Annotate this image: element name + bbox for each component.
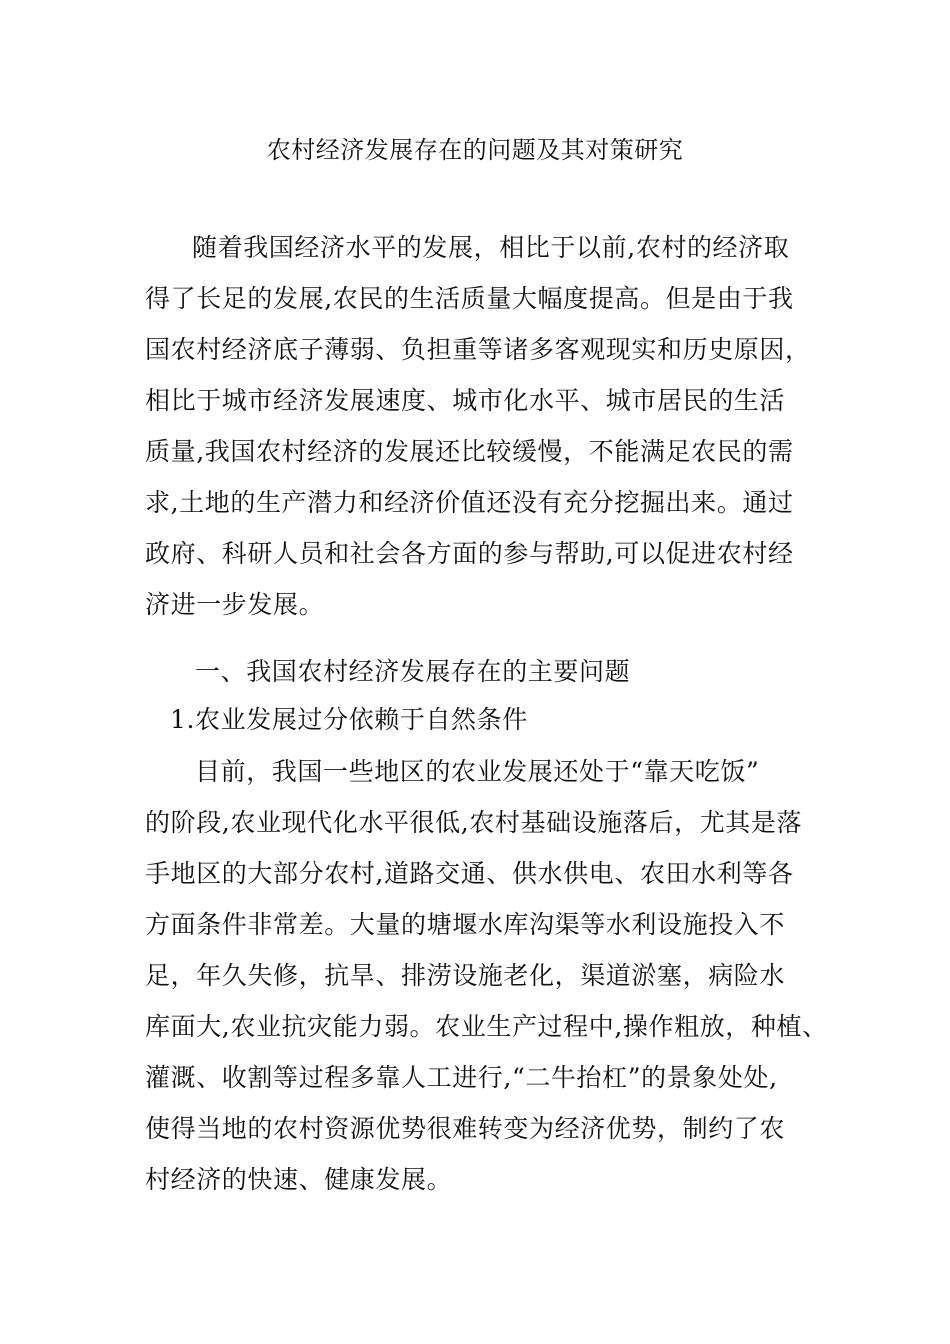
paragraph-line: 的阶段,农业现代化水平很低,农村基础设施落后，尤其是落 [145, 808, 803, 837]
paragraph-line: 使得当地的农村资源优势很难转变为经济优势，制约了农 [145, 1114, 786, 1143]
paragraph-line: 村经济的快速、健康发展。 [145, 1165, 453, 1194]
paragraph-line: 质量,我国农村经济的发展还比较缓慢，不能满足农民的需 [145, 437, 794, 466]
paragraph-line: 灌溉、收割等过程多靠人工进行,“二牛抬杠”的景象处处, [145, 1063, 778, 1092]
paragraph-line: 政府、科研人员和社会各方面的参与帮助,可以促进农村经 [145, 539, 794, 568]
body-paragraph [145, 746, 828, 1205]
paragraph-line: 相比于城市经济发展速度、城市化水平、城市居民的生活 [145, 386, 786, 415]
subsection-heading: 1.农业发展过分依赖于自然条件 [170, 705, 528, 734]
paragraph-line: 随着我国经济水平的发展，相比于以前,农村的经济取 [192, 233, 790, 262]
paragraph-line: 求,土地的生产潜力和经济价值还没有充分挖掘出来。通过 [145, 488, 794, 517]
paragraph-line: 得了长足的发展,农民的生活质量大幅度提高。但是由于我 [145, 284, 794, 313]
document-title: 农村经济发展存在的问题及其对策研究 [266, 136, 684, 164]
section-heading: 一、我国农村经济发展存在的主要问题 [195, 657, 631, 686]
paragraph-line: 国农村经济底子薄弱、负担重等诸多客观现实和历史原因， [145, 335, 811, 364]
paragraph-line: 足，年久失修，抗旱、排涝设施老化，渠道淤塞，病险水 [145, 961, 786, 990]
paragraph-line: 济进一步发展。 [145, 590, 325, 619]
paragraph-line: 方面条件非常差。大量的塘堰水库沟渠等水利设施投入不 [145, 910, 786, 939]
intro-paragraph [145, 222, 815, 630]
paragraph-line: 手地区的大部分农村,道路交通、供水供电、农田水利等各 [145, 859, 794, 888]
paragraph-line: 库面大,农业抗灾能力弱。农业生产过程中,操作粗放，种植、 [145, 1012, 828, 1041]
paragraph-line: 目前，我国一些地区的农业发展还处于“靠天吃饭” [195, 757, 760, 786]
